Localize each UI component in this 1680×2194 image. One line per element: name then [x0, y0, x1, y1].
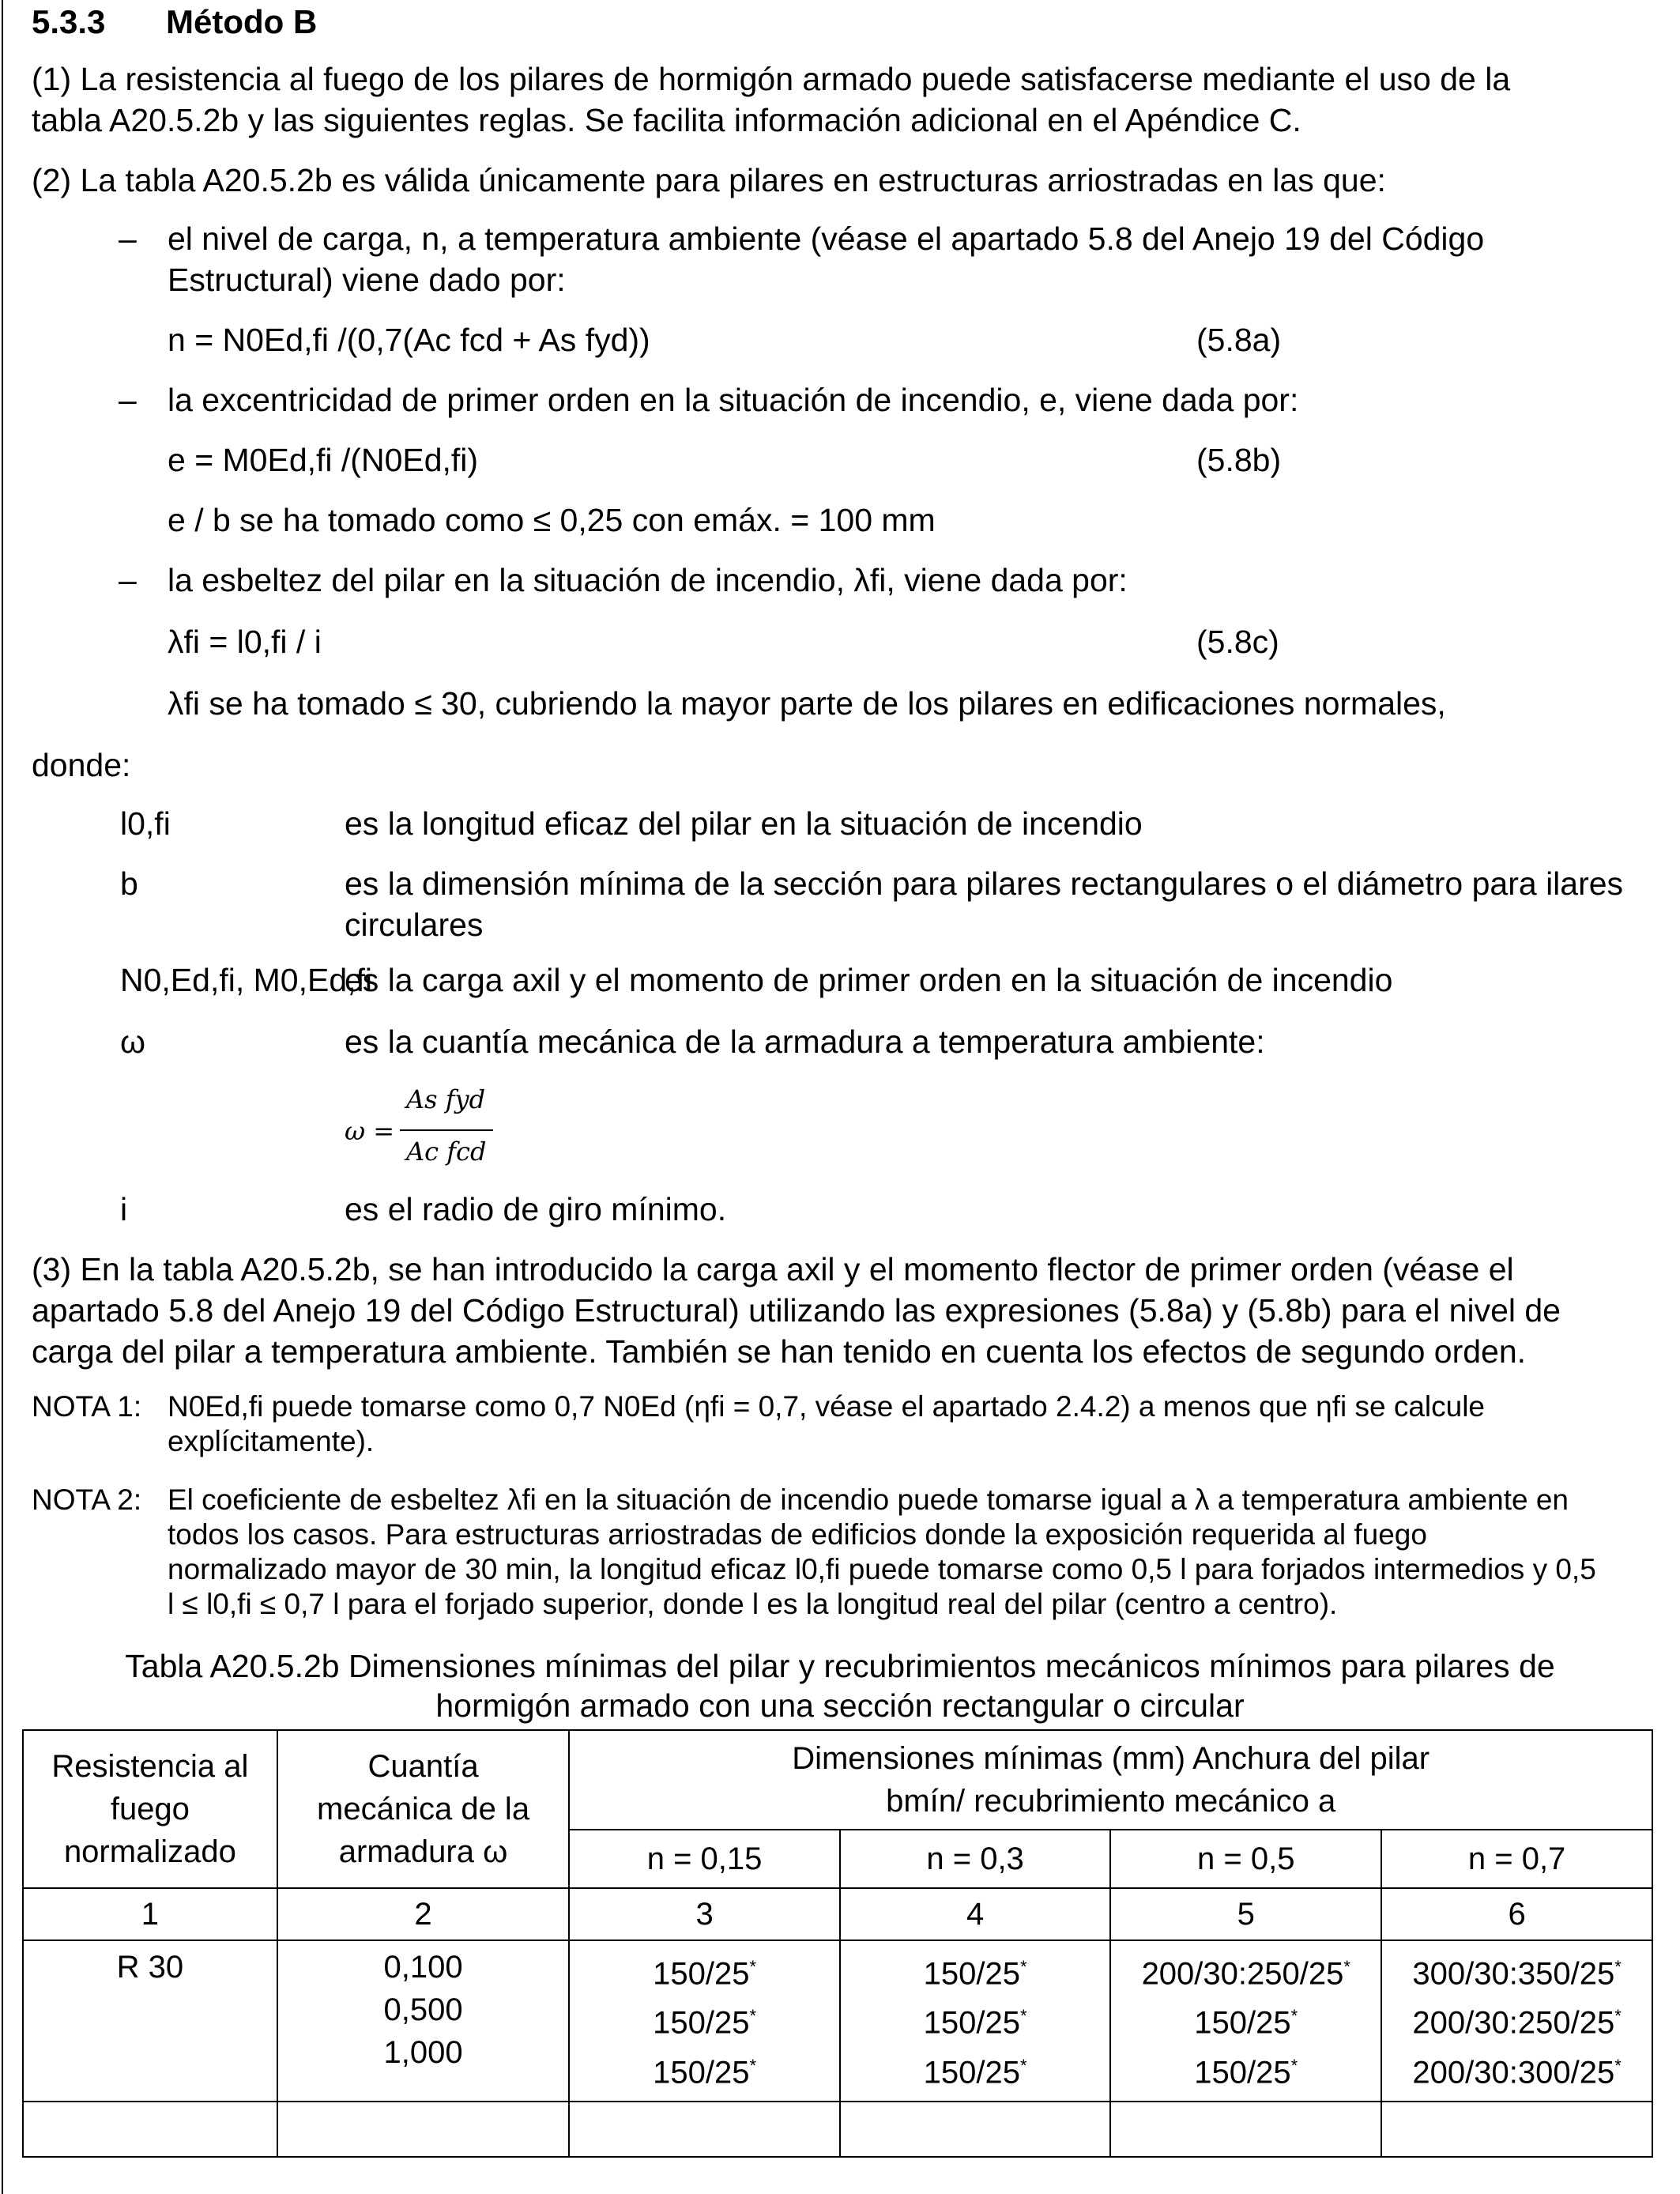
cell-n03: 150/25* 150/25* 150/25*	[840, 1940, 1111, 2102]
section-title: Método B	[166, 3, 318, 40]
formula-text: n = N0Ed,fi /(0,7(Ac fcd + As fyd))	[168, 322, 650, 358]
para1-line1: (1) La resistencia al fuego de los pilares de hormigón armado puede satisfacerse mediante el uso de la	[32, 61, 1511, 97]
column-number: 4	[840, 1888, 1111, 1940]
table-caption-line1: Tabla A20.5.2b Dimensiones mínimas del pilar y recubrimientos mecánicos mínimos para pilares de	[125, 1648, 1555, 1684]
note1-line2: explícitamente).	[168, 1425, 375, 1457]
bullet1-line1: el nivel de carga, n, a temperatura ambiente (véase el apartado 5.8 del Anejo 19 del Código	[168, 221, 1485, 257]
def-symbol: ω	[120, 1023, 146, 1060]
cell-n07: 300/30:350/25* 200/30:250/25* 200/30:300/25*	[1381, 1940, 1652, 2102]
bullet3-line1: la esbeltez del pilar en la situación de incendio, λfi, viene dada por:	[168, 562, 1128, 598]
eq-number-5-8c: (5.8c)	[1196, 624, 1279, 660]
bullet2-note: e / b se ha tomado como ≤ 0,25 con emáx. = 100 mm	[168, 502, 936, 538]
para3-line1: (3) En la tabla A20.5.2b, se han introducido la carga axil y el momento flector de primer orden (véase el	[32, 1251, 1514, 1287]
note2-line1: El coeficiente de esbeltez λfi en la situación de incendio puede tomarse igual a λ a temperatura ambiente en	[168, 1483, 1569, 1516]
formula-5-8c: λfi = l0,fi / i	[168, 624, 322, 660]
bullet2-line1: la excentricidad de primer orden en la situación de incendio, e, viene dada por:	[168, 382, 1299, 418]
bullet3-note: λfi se ha tomado ≤ 30, cubriendo la mayor parte de los pilares en edificaciones normales,	[168, 685, 1446, 722]
def-text: es el radio de giro mínimo.	[345, 1191, 727, 1227]
note2-label: NOTA 2:	[32, 1483, 142, 1516]
para2-line1: (2) La tabla A20.5.2b es válida únicamente para pilares en estructuras arriostradas en las que:	[32, 162, 1386, 198]
header-resistance: Resistencia al fuego normalizado	[23, 1730, 277, 1888]
def-symbol: l0,fi	[120, 805, 171, 842]
column-number: 3	[569, 1888, 840, 1940]
column-number: 5	[1110, 1888, 1381, 1940]
para1-line2: tabla A20.5.2b y las siguientes reglas. Se facilita información adicional en el Apéndice C.	[32, 102, 1301, 138]
omega-lhs: ω =	[345, 1116, 395, 1146]
cell-n015: 150/25* 150/25* 150/25*	[569, 1940, 840, 2102]
header-omega: Cuantía mecánica de la armadura ω	[277, 1730, 570, 1888]
fraction-bar	[400, 1129, 493, 1131]
note2-line4: l ≤ l0,fi ≤ 0,7 l para el forjado superior, donde l es la longitud real del pilar (centro a centro).	[168, 1588, 1338, 1620]
header-n: n = 0,15	[569, 1830, 840, 1888]
note1-line1: N0Ed,fi puede tomarse como 0,7 N0Ed (ηfi = 0,7, véase el apartado 2.4.2) a menos que ηfi se calcule	[168, 1390, 1486, 1423]
bullet1-line2: Estructural) viene dado por:	[168, 262, 566, 298]
para3-line3: carga del pilar a temperatura ambiente. También se han tenido en cuenta los efectos de segundo orden.	[32, 1333, 1527, 1370]
header-n: n = 0,5	[1110, 1830, 1381, 1888]
def-text: es la carga axil y el momento de primer orden en la situación de incendio	[345, 962, 1393, 998]
section-heading	[32, 2, 1648, 43]
table-caption-line2: hormigón armado con una sección rectangular o circular	[435, 1687, 1245, 1724]
def-text: es la dimensión mínima de la sección para pilares rectangulares o el diámetro para ilares circulares	[345, 865, 1624, 943]
note2-line2: todos los casos. Para estructuras arriostradas de edificios donde la exposición requerida al fuego	[168, 1518, 1427, 1551]
formula-5-8a	[168, 319, 1648, 360]
omega-denominator: Ac fcd	[406, 1137, 487, 1167]
left-margin-rule	[2, 0, 3, 2194]
para3-line2: apartado 5.8 del Anejo 19 del Código Estructural) utilizando las expresiones (5.8a) y (5.8b) para el nivel de	[32, 1292, 1561, 1329]
eq-number-5-8b: (5.8b)	[1196, 442, 1282, 478]
where-label: donde:	[32, 747, 131, 783]
def-symbol: N0,Ed,fi, M0,Ed,fi	[120, 962, 373, 998]
header-min-dimensions: Dimensiones mínimas (mm) Anchura del pilar bmín/ recubrimiento mecánico a	[569, 1730, 1652, 1830]
note2-line3: normalizado mayor de 30 min, la longitud eficaz l0,fi puede tomarse como 0,5 l para forjados intermedios y 0,5	[168, 1553, 1596, 1585]
bullet-dash: –	[119, 221, 137, 257]
def-text: es la longitud eficaz del pilar en la situación de incendio	[345, 805, 1143, 842]
def-symbol: b	[120, 865, 138, 902]
column-number: 6	[1381, 1888, 1652, 1940]
omega-numerator: As fyd	[406, 1084, 486, 1114]
def-text: es la cuantía mecánica de la armadura a temperatura ambiente:	[345, 1023, 1265, 1060]
column-number: 1	[23, 1888, 277, 1940]
bullet-dash: –	[119, 562, 137, 598]
column-number: 2	[277, 1888, 570, 1940]
eq-number-5-8a: (5.8a)	[1196, 322, 1282, 358]
note1-label: NOTA 1:	[32, 1390, 142, 1423]
cell-omega: 0,100 0,500 1,000	[277, 1940, 570, 2102]
table-a20-5-2b	[22, 1729, 1653, 2158]
def-symbol: i	[120, 1191, 128, 1227]
header-n: n = 0,7	[1381, 1830, 1652, 1888]
table-row-empty	[23, 2102, 1652, 2157]
header-n: n = 0,3	[840, 1830, 1111, 1888]
formula-5-8b: e = M0Ed,fi /(N0Ed,fi)	[168, 442, 479, 478]
cell-resistance: R 30	[23, 1940, 277, 2102]
section-number: 5.3.3	[32, 3, 106, 40]
table-row	[23, 1940, 1652, 2102]
cell-n05: 200/30:250/25* 150/25* 150/25*	[1110, 1940, 1381, 2102]
bullet-dash: –	[119, 382, 137, 418]
